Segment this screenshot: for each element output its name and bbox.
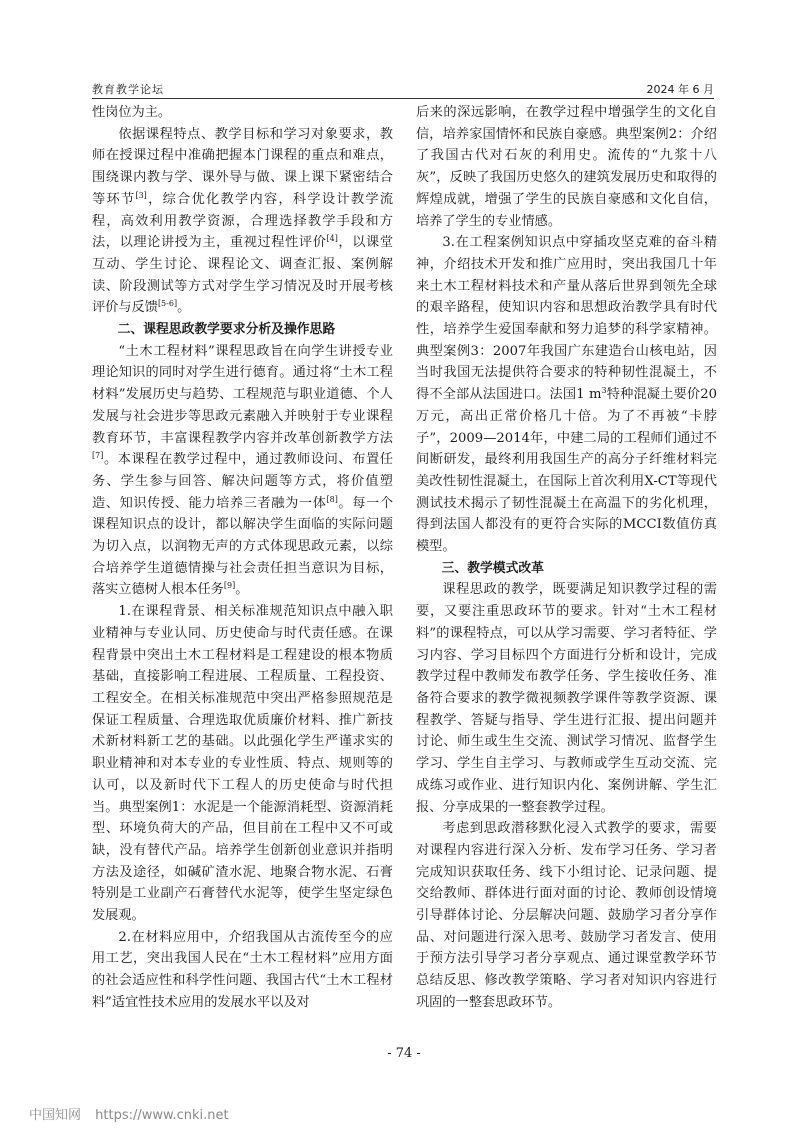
- paragraph: [92, 927, 393, 1014]
- text-run: 特种混凝土要价20万元，高出正常价格几十倍。为了不再被“卡脖子”，2009—2014年，中建二局的工程师们通过不间断研发，最终利用我国生产的高分子纤维材料完美改性韧性混凝土，在国际上首次利用X-CT等现代测试技术揭示了韧性混凝土在高温下的劣化机理，得到法国人都没有的更符合实际的MCCI数值仿真模型。: [416, 387, 717, 555]
- text-run: 。: [235, 582, 249, 598]
- text-run: 。本课程在教学过程中，通过教师设问、布置任务、学生参与回答、解决问题等方式，将价值塑造、知识传授、能力培养三者融为一体: [92, 452, 393, 511]
- watermark-site: 中国知网: [29, 1108, 82, 1123]
- section-heading: 三、教学模式改革: [441, 560, 544, 576]
- page-number: - 74 -: [387, 1046, 421, 1061]
- paragraph: [92, 124, 393, 319]
- text-run: 考虑到思政潜移默化浸入式教学的要求，需要对课程内容进行深入分析、发布学习任务、学习者完成知识获取任务、线下小组讨论、记录问题、提交给教师、群体进行面对面的讨论、教师创设情境引导群体讨论、分层解决问题、鼓励学习者分享作品、对问题进行深入思考、鼓励学习者发言、使用于预方法引导学习者分享观点、通过课堂教学环节总结反思、修改教学策略、学习者对知识内容进行巩固的一整套思政环节。: [416, 821, 717, 1010]
- watermark-url: https://www.cnki.net: [95, 1108, 229, 1123]
- text-run: 1.在课程背景、相关标准规范知识点中融入职业精神与专业认同、历史使命与时代责任感。在课程背景中突出土木工程材料是工程建设的根本物质基础，直接影响工程进展、工程质量、工程投资、工程安全。在相关标准规范中突出严格参照规范是保证工程质量、合理选取优质廉价材料、推广新技术新材料新工艺的基础。以此强化学生严谨求实的职业精神和对本专业的专业性质、特点、规则等的认可，以及新时代下工程人的历史使命与时代担当。典型案例1：水泥是一个能源消耗型、资源消耗型、环境负荷大的产品，但目前在工程中又不可或缺，没有替代产品。培养学生创新创业意识并指明方法及途径，如碱矿渣水泥、地聚合物水泥、石膏特别是工业副产石膏替代水泥等，使学生坚定绿色发展观。: [92, 604, 393, 924]
- journal-title: 教育教学论坛: [92, 83, 164, 96]
- running-header: [92, 78, 714, 99]
- text-run: ，综合优化教学内容，科学设计教学流程，高效利用教学资源，合理选择教学手段和方法，以理论讲授为主，重视过程性评价: [92, 191, 394, 251]
- text-run: 。每一个课程知识点的设计，都以解决学生面临的实际问题为切入点，以润物无声的方式体现思政元素，以综合培养学生道德情操与社会责任担当意识为目标，落实立德树人根本任务: [92, 495, 394, 598]
- text-run: “土木工程材料”课程思政旨在向学生讲授专业理论知识的同时对学生进行德育。通过将“土木工程材料”发展历史与趋势、工程规范与职业道德、个人发展与社会进步等思政元素融入并映射于专业课程教育环节，丰富课程教学内容并改革创新教学方法: [92, 343, 393, 446]
- paragraph: [416, 818, 717, 1013]
- citation-mark: [5-6]: [157, 299, 178, 309]
- paragraph: [416, 579, 717, 818]
- paragraph: [92, 601, 393, 927]
- paragraph: 性岗位为主。: [92, 105, 172, 120]
- text-run: 3.在工程案例知识点中穿插攻坚克难的奋斗精神，介绍技术开发和推广应用时，突出我国几十年来土木工程材料技术和产量从落后世界到领先全球的艰辛路程，使知识内容和思想政治教学具有时代性，培养学生爱国奉献和努力追梦的科学家精神。典型案例3：2007年我国广东建造台山核电站，因当时我国无法提供符合要求的特种韧性混凝土，不得不全部从法国进口。法国1 m: [416, 235, 717, 403]
- issue-date: 2024 年 6 月: [646, 83, 714, 96]
- citation-mark: [3]: [135, 190, 147, 200]
- paragraph: [416, 232, 717, 558]
- section-heading: 二、课程思政教学要求分析及操作思路: [117, 322, 336, 338]
- text-run: 2.在材料应用中，介绍我国从古流传至今的应用工艺，突出我国人民在“土木工程材料”应用方面的社会适应性和科学性问题、我国古代“土木工程材料”适宜性技术应用的发展水平以及对: [92, 929, 393, 1010]
- citation-mark: [4]: [326, 234, 338, 244]
- citation-mark: [7]: [92, 451, 104, 461]
- paragraph: [416, 102, 717, 232]
- text-run: 。: [177, 300, 191, 316]
- citation-mark: [9]: [223, 581, 236, 591]
- text-run: 依据课程特点、教学目标和学习对象要求，教师在授课过程中准确把握本门课程的重点和难点，围绕课内教与学、课外导与做、课上课下紧密结合等环节: [92, 126, 393, 207]
- watermark: [29, 1104, 229, 1123]
- left-column: [92, 102, 393, 1014]
- text-run: ，以课堂互动、学生讨论、课程论文、调查汇报、案例解读、阶段测试等方式对学生学习情况及时开展考核评价与反馈: [92, 235, 394, 316]
- text-run: 课程思政的教学，既要满足知识教学过程的需要，又要注重思政环节的要求。针对“土木工程材料”的课程特点，可以从学习需要、学习者特征、学习内容、学习目标四个方面进行分析和设计，完成教学过程中教师发布教学任务、学生接收任务、准备符合要求的教学微视频教学课件等教学资源、课程教学、答疑与指导、学生进行汇报、提出问题并讨论、师生或生生交流、测试学习情况、监督学生学习、学生自主学习、与教师或学生互动交流、完成练习或作业、进行知识内化、案例讲解、学生汇报、分享成果的一整套教学过程。: [416, 582, 717, 815]
- text-run: 后来的深远影响，在教学过程中增强学生的文化自信，培养家国情怀和民族自豪感。典型案例2：介绍了我国古代对石灰的利用史。流传的“九浆十八灰”，反映了我国历史悠久的建筑发展历史和取得的辉煌成就，增强了学生的民族自豪感和文化自信，培养了学生的专业情感。: [416, 105, 717, 229]
- right-column: [416, 102, 717, 1014]
- citation-mark: [8]: [326, 494, 338, 504]
- citation-mark: 3: [601, 386, 607, 396]
- paragraph: [92, 341, 393, 601]
